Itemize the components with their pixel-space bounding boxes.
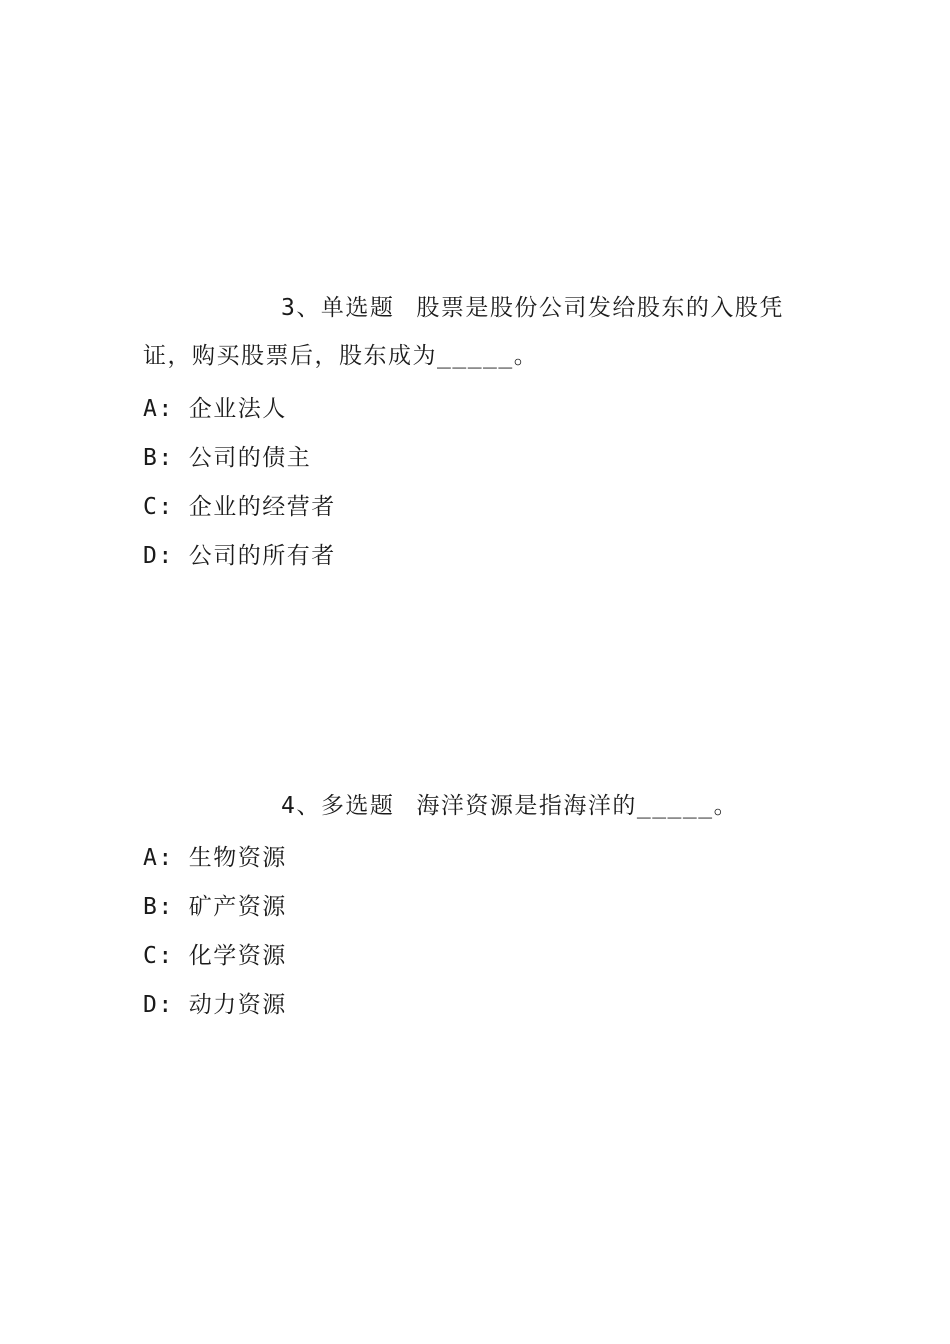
option-b bbox=[143, 883, 813, 932]
option-letter: D: bbox=[143, 543, 174, 569]
option-text: 动力资源 bbox=[188, 992, 287, 1018]
option-letter: A: bbox=[143, 845, 174, 871]
question-number: 3、 bbox=[281, 295, 321, 321]
option-letter: B: bbox=[143, 445, 174, 471]
option-letter: A: bbox=[143, 396, 174, 422]
option-list bbox=[143, 834, 813, 1030]
option-list bbox=[143, 385, 813, 581]
option-d bbox=[143, 981, 813, 1030]
question-stem bbox=[143, 782, 813, 830]
question-3 bbox=[143, 284, 813, 581]
question-stem bbox=[143, 284, 813, 380]
option-letter: C: bbox=[143, 943, 174, 969]
question-text: 海洋资源是指海洋的_____。 bbox=[416, 793, 739, 819]
option-c bbox=[143, 932, 813, 981]
option-text: 企业法人 bbox=[188, 396, 287, 422]
question-type: 单选题 bbox=[320, 295, 395, 321]
option-letter: D: bbox=[143, 992, 174, 1018]
option-text: 化学资源 bbox=[188, 943, 287, 969]
option-letter: C: bbox=[143, 494, 174, 520]
option-text: 矿产资源 bbox=[188, 894, 287, 920]
option-text: 生物资源 bbox=[188, 845, 287, 871]
option-text: 公司的所有者 bbox=[188, 543, 336, 569]
option-letter: B: bbox=[143, 894, 174, 920]
option-text: 公司的债主 bbox=[188, 445, 312, 471]
option-b bbox=[143, 434, 813, 483]
question-type: 多选题 bbox=[320, 793, 395, 819]
option-text: 企业的经营者 bbox=[188, 494, 336, 520]
question-number: 4、 bbox=[281, 793, 321, 819]
question-text: 股票是股份公司发给股东的入股凭证，购买股票后，股东成为_____。 bbox=[143, 295, 784, 369]
option-d bbox=[143, 532, 813, 581]
option-a bbox=[143, 385, 813, 434]
question-4 bbox=[143, 782, 813, 1030]
option-a bbox=[143, 834, 813, 883]
option-c bbox=[143, 483, 813, 532]
